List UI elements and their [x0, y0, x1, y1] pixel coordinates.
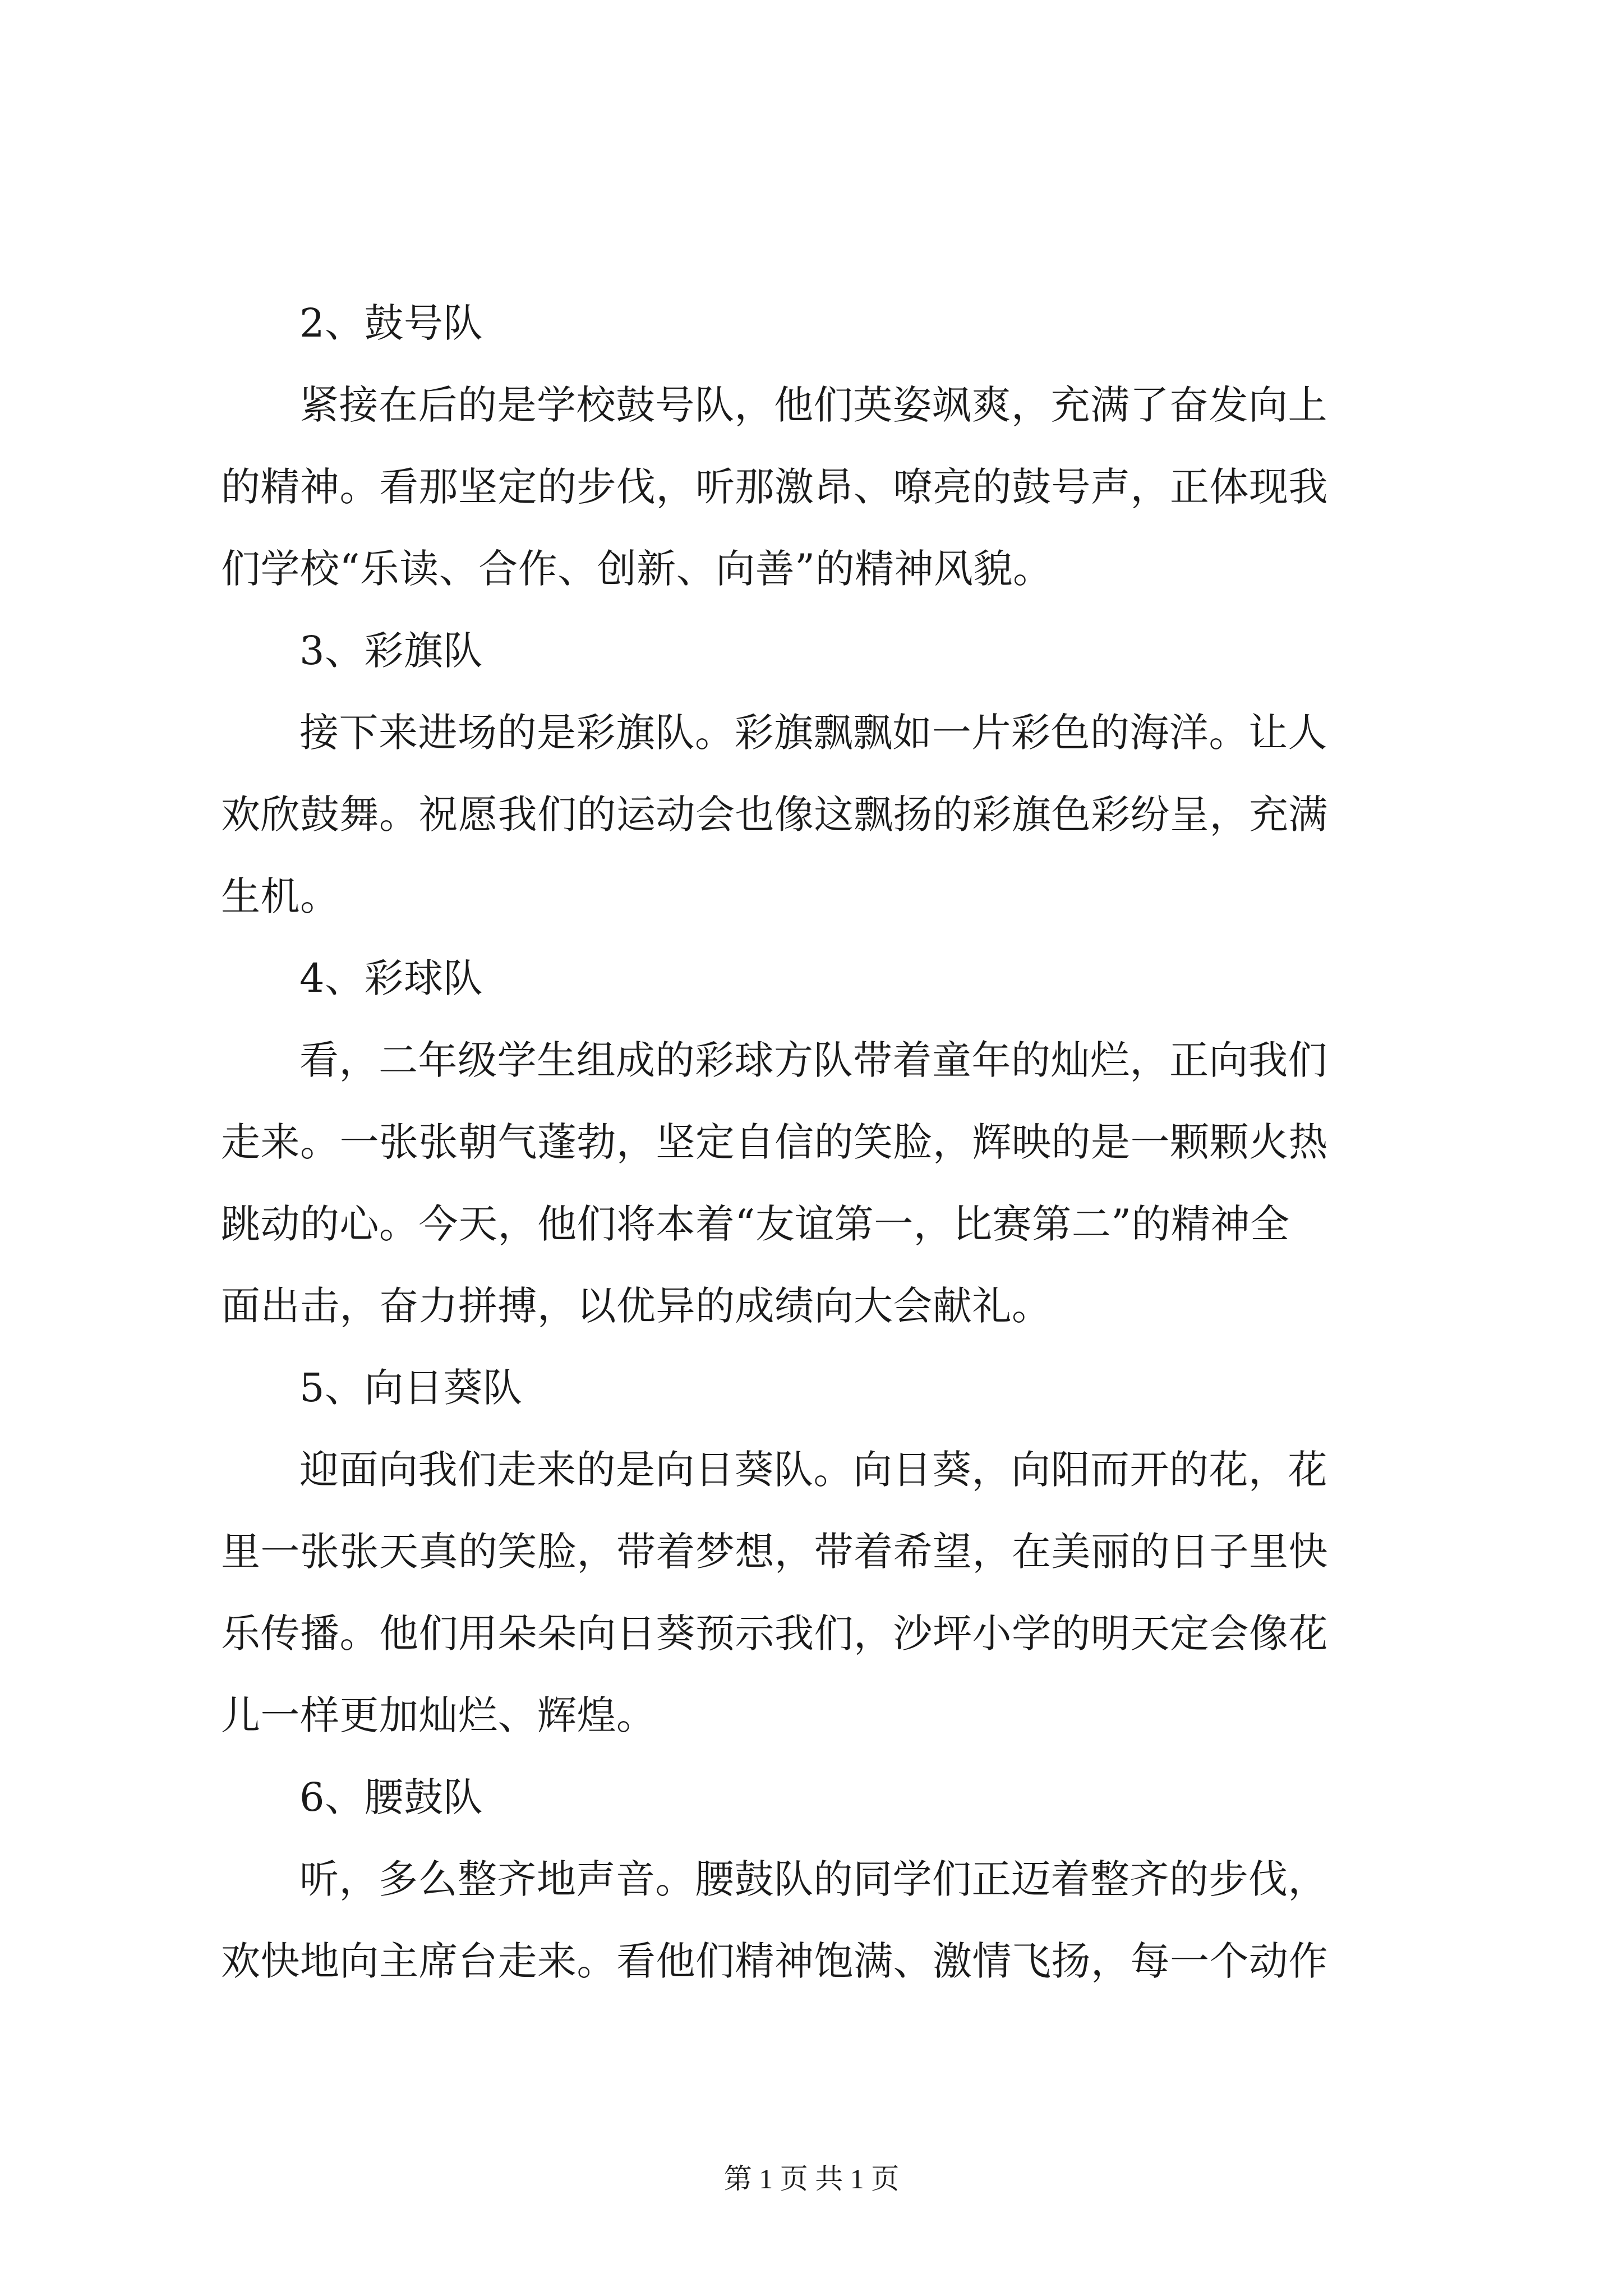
paragraph-line: 走来。一张张朝气蓬勃，坚定自信的笑脸，辉映的是一颗颗火热 — [221, 1119, 1328, 1165]
page-footer — [0, 2163, 1623, 2194]
paragraph-line: 欢欣鼓舞。祝愿我们的运动会也像这飘扬的彩旗色彩纷呈，充满 — [221, 792, 1328, 838]
paragraph-line: 接下来进场的是彩旗队。彩旗飘飘如一片彩色的海洋。让人 — [299, 710, 1327, 756]
paragraph-line: 紧接在后的是学校鼓号队，他们英姿飒爽，充满了奋发向上 — [299, 382, 1327, 428]
paragraph-line: 跳动的心。今天，他们将本着“友谊第一，比赛第二”的精神全 — [221, 1201, 1290, 1247]
paragraph-line: 迎面向我们走来的是向日葵队。向日葵，向阳而开的花，花 — [299, 1447, 1327, 1493]
paragraph-line: 看，二年级学生组成的彩球方队带着童年的灿烂，正向我们 — [299, 1037, 1327, 1083]
section-heading-drum-band: 2、鼓号队 — [299, 300, 483, 346]
section-heading-sunflower-team: 5、向日葵队 — [299, 1365, 523, 1411]
page-number-label: 第 1 页 共 1 页 — [723, 2163, 900, 2194]
document-body — [221, 300, 1427, 2023]
section-heading-waist-drum-team: 6、腰鼓队 — [299, 1774, 483, 1820]
section-heading-ball-team: 4、彩球队 — [299, 955, 483, 1001]
paragraph-line: 欢快地向主席台走来。看他们精神饱满、激情飞扬，每一个动作 — [221, 1938, 1328, 1984]
section-heading-flag-team: 3、彩旗队 — [299, 628, 483, 674]
paragraph-line: 的精神。看那坚定的步伐，听那激昂、嘹亮的鼓号声，正体现我 — [221, 464, 1328, 510]
paragraph-line: 儿一样更加灿烂、辉煌。 — [221, 1692, 656, 1738]
paragraph-line: 面出击，奋力拼搏，以优异的成绩向大会献礼。 — [221, 1283, 1052, 1329]
paragraph-line: 生机。 — [221, 873, 340, 919]
paragraph-line: 乐传播。他们用朵朵向日葵预示我们，沙坪小学的明天定会像花 — [221, 1611, 1328, 1657]
paragraph-line: 们学校“乐读、合作、创新、向善”的精神风貌。 — [221, 546, 1053, 592]
paragraph-line: 听，多么整齐地声音。腰鼓队的同学们正迈着整齐的步伐， — [299, 1856, 1327, 1902]
paragraph-line: 里一张张天真的笑脸，带着梦想，带着希望，在美丽的日子里快 — [221, 1529, 1328, 1575]
